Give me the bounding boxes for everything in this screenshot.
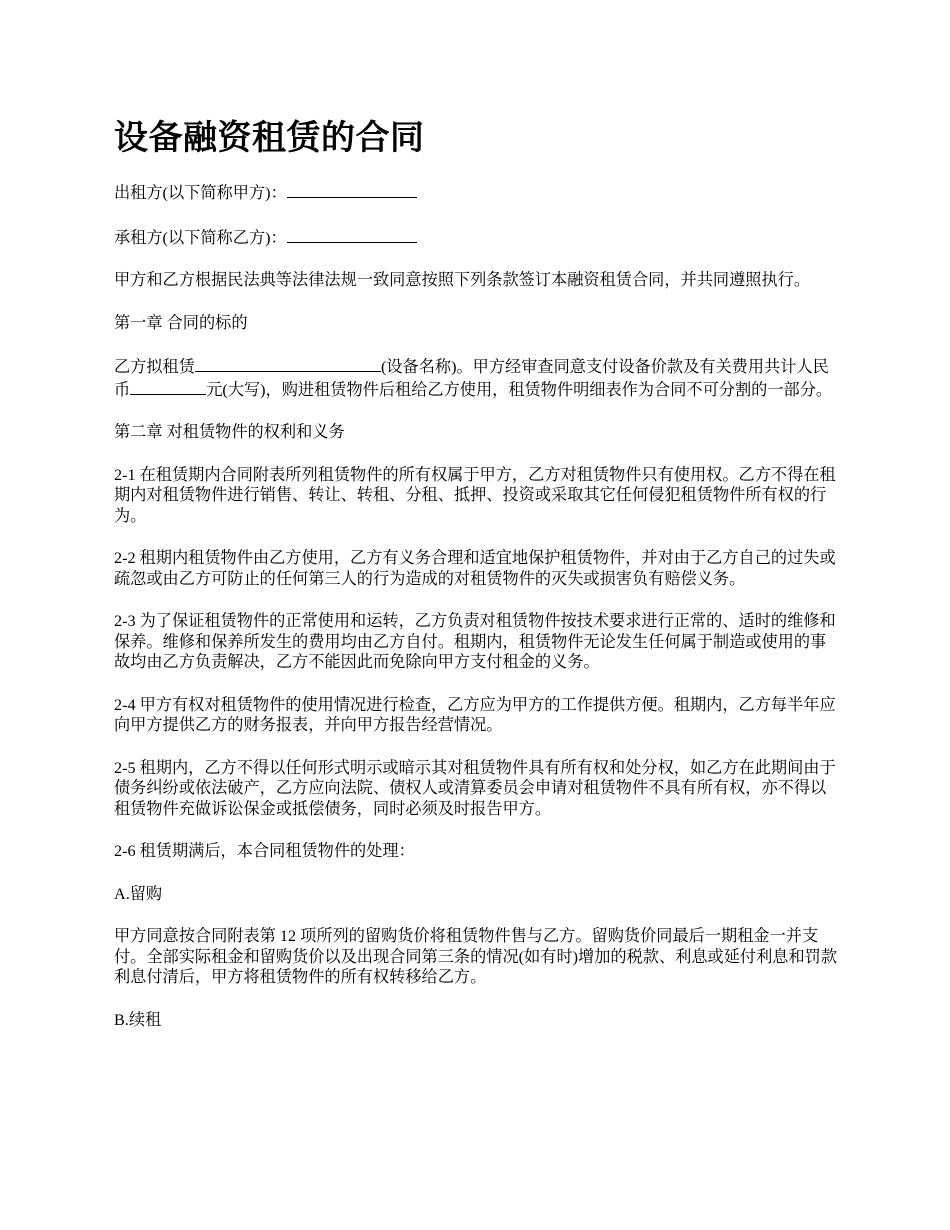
- chapter1-text-device: (设备名称)。甲方经审查同意支付设备价款及有关费用共计人民币: [114, 358, 829, 399]
- option-a-paragraph: 甲方同意按合同附表第 12 项所列的留购货价将租赁物件售与乙方。留购货价同最后一期租金一并支付。全部实际租金和留购货价以及出现合同第三条的情况(如有时)增加的税款、利息或延付利息和罚款利息付清后，甲方将租赁物件的所有权转移给乙方。: [114, 927, 838, 986]
- lessee-blank: [287, 226, 417, 243]
- chapter1-paragraph: [114, 355, 840, 400]
- amount-blank: [130, 378, 206, 395]
- chapter1-text-before: 乙方拟租赁: [114, 358, 195, 376]
- document-page: [114, 0, 840, 1030]
- clause-2-5: 2-5 租期内，乙方不得以任何形式明示或暗示其对租赁物件具有所有权和处分权，如乙方在此期间由于债务纠纷或依法破产，乙方应向法院、债权人或清算委员会申请对租赁物件不具有所有权，亦不得以租赁物件充做诉讼保金或抵偿债务，同时必须及时报告甲方。: [114, 758, 836, 818]
- chapter2-heading: 第二章 对租赁物件的权利和义务: [114, 423, 345, 441]
- device-name-blank: [195, 355, 381, 372]
- lessor-line: [114, 181, 840, 204]
- document-title: 设备融资租赁的合同: [114, 118, 425, 158]
- lessor-label: 出租方(以下简称甲方)：: [114, 184, 287, 202]
- option-b-heading: B.续租: [114, 1010, 162, 1029]
- intro-paragraph: 甲方和乙方根据民法典等法律法规一致同意按照下列条款签订本融资租赁合同，并共同遵照执行。: [114, 271, 811, 289]
- clause-2-3: 2-3 为了保证租赁物件的正常使用和运转，乙方负责对租赁物件按技术要求进行正常的、适时的维修和保养。维修和保养所发生的费用均由乙方自付。租期内，租赁物件无论发生任何属于制造或使用的事故均由乙方负责解决，乙方不能因此而免除向甲方支付租金的义务。: [114, 612, 836, 671]
- lessee-line: [114, 226, 840, 249]
- option-a-heading: A.留购: [114, 884, 163, 903]
- clause-2-6: 2-6 租赁期满后，本合同租赁物件的处理：: [114, 842, 415, 860]
- lessor-blank: [287, 181, 417, 198]
- chapter1-heading: 第一章 合同的标的: [114, 313, 248, 332]
- lessee-label: 承租方(以下简称乙方)：: [114, 228, 287, 247]
- clause-2-2: 2-2 租期内租赁物件由乙方使用，乙方有义务合理和适宜地保护租赁物件，并对由于乙方自己的过失或疏忽或由乙方可防止的任何第三人的行为造成的对租赁物件的灭失或损害负有赔偿义务。: [114, 549, 836, 588]
- clause-2-1: 2-1 在租赁期内合同附表所列租赁物件的所有权属于甲方，乙方对租赁物件只有使用权。乙方不得在租期内对租赁物件进行销售、转让、转租、分租、抵押、投资或采取其它任何侵犯租赁物件所有权的行为。: [114, 465, 836, 525]
- chapter1-text-after: 元(大写)，购进租赁物件后租给乙方使用，租赁物件明细表作为合同不可分割的一部分。: [206, 380, 833, 399]
- clause-2-4: 2-4 甲方有权对租赁物件的使用情况进行检查，乙方应为甲方的工作提供方便。租期内，乙方每半年应向甲方提供乙方的财务报表，并向甲方报告经营情况。: [114, 695, 836, 734]
